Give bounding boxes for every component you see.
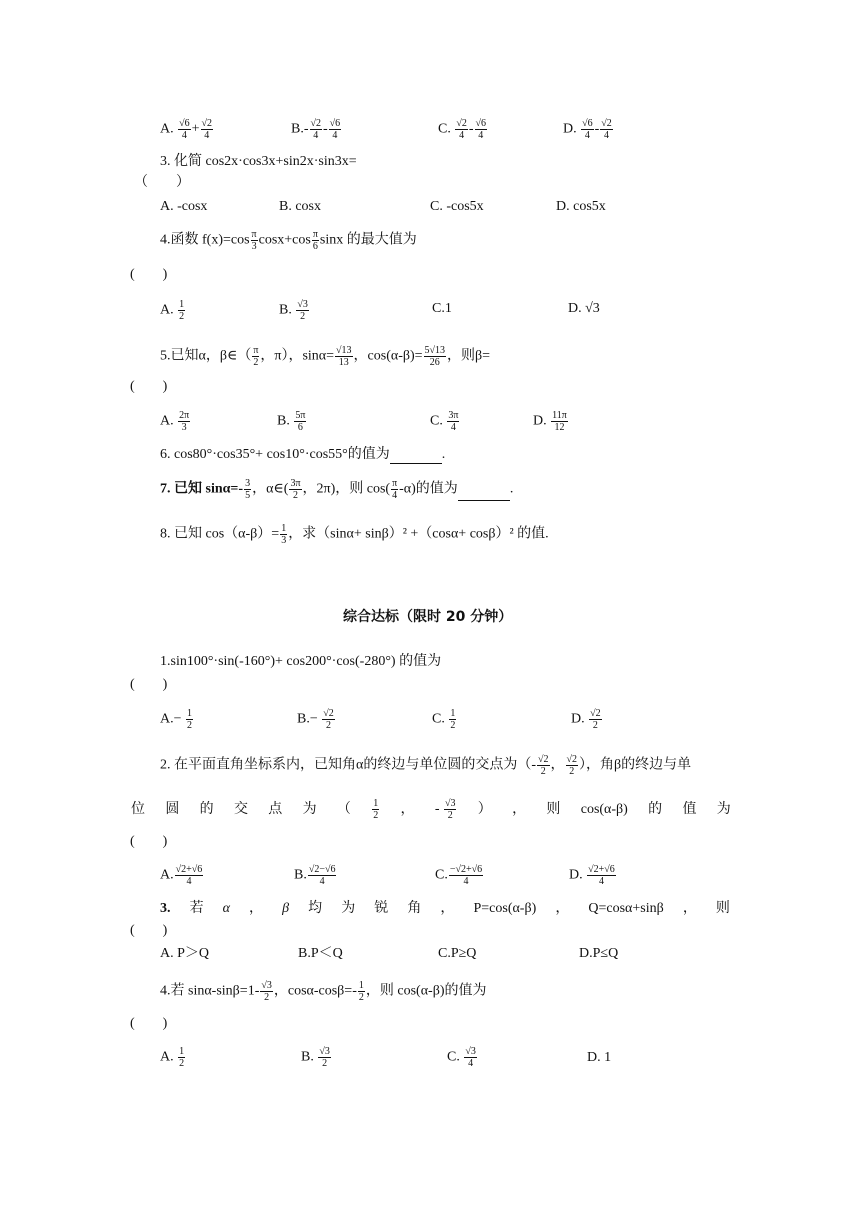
- q7-answer-blank[interactable]: [458, 486, 510, 501]
- q4-option-c: C.1: [432, 301, 452, 316]
- q3-paren: （ ）: [134, 175, 190, 190]
- q3-option-a: A. -cosx: [160, 199, 208, 214]
- s2-q2-option-a: A. $\frac{√2+√6}{4}$: [160, 864, 203, 887]
- q5-stem: 5.已知α，β∈（ $\frac{\pi}{2}$ ，π），sinα= $\frac{√13}{13}$ ，cos(α-β)= $\frac{5√13}{26}$ ，则β=: [160, 345, 491, 368]
- s2-q2-option-c: C. $\frac{-√2+√6}{4}$: [435, 864, 483, 887]
- q4-option-b: B. $\frac{√3}{2}$: [279, 299, 308, 322]
- s2-q1-option-d: D. $\frac{√2}{2}$: [571, 708, 601, 731]
- q2-option-d: D. $\frac{√6}{4}$ - $\frac{√2}{4}$: [563, 118, 612, 141]
- s2-q1-option-c: C. $\frac{1}{2}$: [432, 708, 456, 731]
- s2-q3-option-c: C.P≥Q: [438, 946, 477, 961]
- s2-q3-option-a: A. P＞Q: [160, 946, 210, 961]
- q6-answer-blank[interactable]: [390, 449, 442, 464]
- s2-q2-stem-line2: 位 圆 的 交 点 为 （ $\frac{1}{2}$ ， - $\frac{√3}{2}$ ） ， 则 cos(α-β) 的 值 为: [131, 798, 731, 821]
- q4-option-a: A. $\frac{1}{2}$: [160, 299, 185, 322]
- s2-q4-paren: ( ): [130, 1016, 168, 1031]
- q5-option-a: A. $\frac{2\pi}{3}$: [160, 410, 190, 433]
- q2-option-c: C. $\frac{√2}{4}$ - $\frac{√6}{4}$: [438, 118, 487, 141]
- s2-q4-option-d: D. 1: [587, 1050, 612, 1065]
- s2-q2-option-b: B. $\frac{√2-√6}{4}$: [294, 864, 336, 887]
- q5-paren: ( ): [130, 379, 168, 394]
- section-title: 综合达标（限时 20 分钟）: [343, 609, 513, 625]
- q2-option-b: B.- $\frac{√2}{4}$ - $\frac{√6}{4}$: [291, 118, 341, 141]
- s2-q4-option-a: A. $\frac{1}{2}$: [160, 1046, 185, 1069]
- q5-option-d: D. $\frac{11\pi}{12}$: [533, 410, 567, 433]
- q2-option-a: A. $\frac{√6}{4}$ + $\frac{√2}{4}$: [160, 118, 213, 141]
- s2-q1-option-b: B.− $\frac{√2}{2}$: [297, 708, 334, 731]
- s2-q4-option-b: B. $\frac{√3}{2}$: [301, 1046, 330, 1069]
- s2-q3-option-d: D.P≤Q: [579, 946, 619, 961]
- q6-stem: 6. cos80°·cos35°+ cos10°·cos55°的值为 .: [160, 447, 446, 462]
- s2-q3-option-b: B.P＜Q: [298, 946, 343, 961]
- s2-q1-stem: 1.sin100°·sin(-160°)+ cos200°·cos(-280°) 的值为: [160, 654, 442, 669]
- s2-q2-paren: ( ): [130, 834, 168, 849]
- s2-q3-paren: ( ): [130, 923, 168, 938]
- s2-q1-paren: ( ): [130, 677, 168, 692]
- s2-q4-stem: 4.若 sinα-sinβ=1- $\frac{√3}{2}$ ，cosα-cosβ=- $\frac{1}{2}$ ，则 cos(α-β)的值为: [160, 980, 487, 1003]
- q4-option-d: D. √3: [568, 301, 600, 316]
- q4-stem: 4.函数 f(x)=cos $\frac{\pi}{3}$ cosx+cos $\frac{\pi}{6}$ sinx 的最大值为: [160, 229, 417, 252]
- s2-q4-option-c: C. $\frac{√3}{4}$: [447, 1046, 476, 1069]
- q3-option-b: B. cosx: [279, 199, 321, 214]
- q3-option-d: D. cos5x: [556, 199, 606, 214]
- s2-q3-stem: 3. 若 α ， β 均 为 锐 角 ， P=cos(α-β) ， Q=cosα+sinβ ， 则: [160, 901, 730, 916]
- q8-stem: 8. 已知 cos（α-β）= $\frac{1}{3}$ ，求（sinα+ sinβ）² +（cosα+ cosβ）² 的值.: [160, 523, 549, 546]
- s2-q1-option-a: A.− $\frac{1}{2}$: [160, 708, 193, 731]
- q5-option-c: C. $\frac{3\pi}{4}$: [430, 410, 459, 433]
- q4-paren: ( ): [130, 267, 168, 282]
- s2-q2-stem-line1: 2. 在平面直角坐标系内，已知角α的终边与单位圆的交点为（- $\frac{√2}{2}$ ， $\frac{√2}{2}$ ），角β的终边与单: [160, 754, 692, 777]
- q3-option-c: C. -cos5x: [430, 199, 484, 214]
- q5-option-b: B. $\frac{5\pi}{6}$: [277, 410, 306, 433]
- q7-stem: 7. 已知 sinα=- $\frac{3}{5}$ ，α∈( $\frac{3\pi}{2}$ ，2π)，则 cos( $\frac{\pi}{4}$ -α)的值为 .: [160, 478, 514, 501]
- s2-q2-option-d: D. $\frac{√2+√6}{4}$: [569, 864, 615, 887]
- q3-stem: 3. 化简 cos2x·cos3x+sin2x·sin3x=: [160, 154, 357, 169]
